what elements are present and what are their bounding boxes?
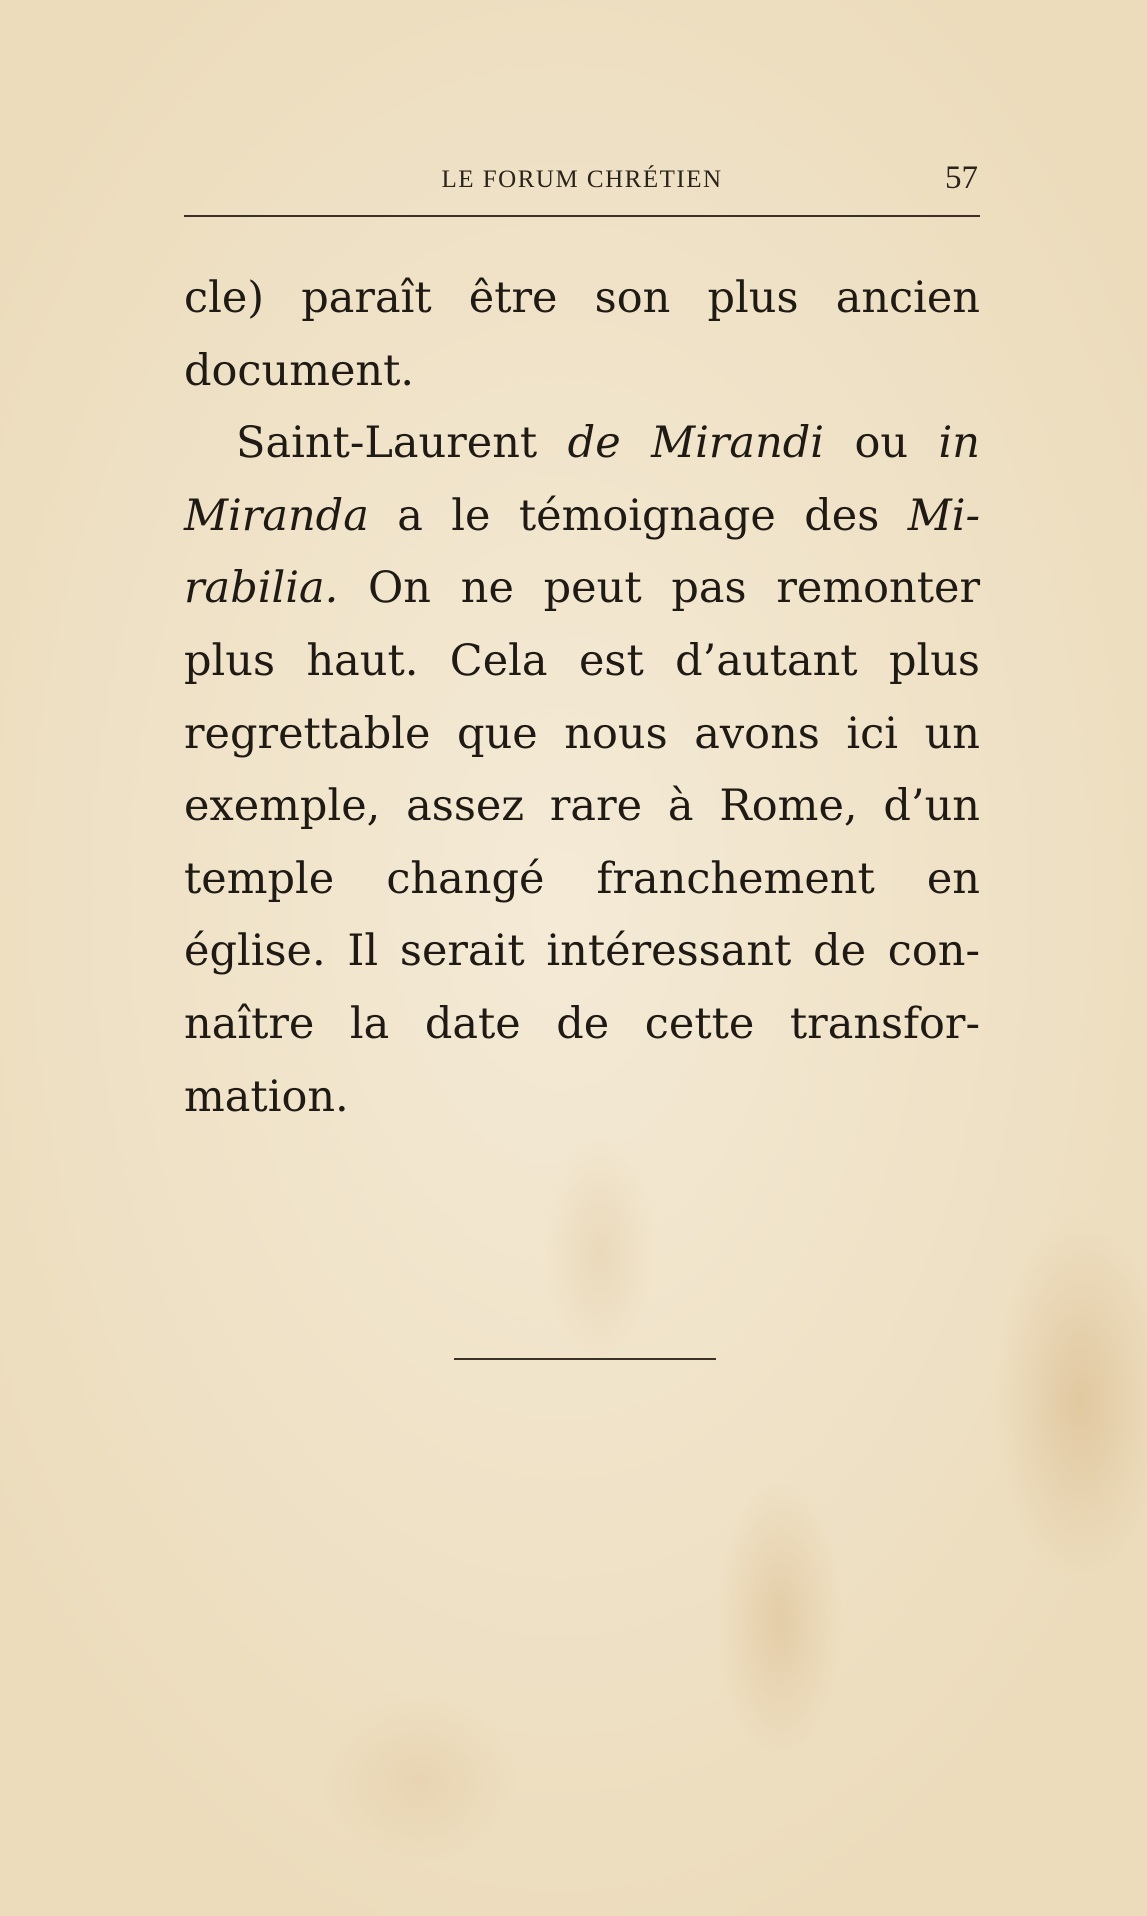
italic-place-name: in — [938, 418, 980, 469]
italic-place-name: de Mirandi — [567, 418, 825, 469]
running-title: LE FORUM CHRÉTIEN — [441, 166, 723, 193]
text-line: exemple, assez rare à Rome, d’un — [184, 781, 980, 832]
text-line: regrettable que nous avons ici un — [184, 708, 980, 759]
text-line: mation. — [184, 1071, 349, 1122]
text-line: naître la date de cette transfor- — [184, 998, 980, 1049]
text-line: Saint-Laurent de Mirandi ou in — [236, 418, 980, 469]
page-number: 57 — [945, 160, 978, 196]
body-text — [184, 262, 980, 1133]
italic-place-name: Miranda — [184, 490, 369, 541]
text-line: document. — [184, 345, 415, 396]
italic-source-title: rabilia. — [184, 563, 339, 614]
text-line: rabilia. On ne peut pas remonter — [184, 563, 980, 614]
text-line: église. Il serait intéressant de con- — [184, 926, 980, 977]
header-rule — [184, 215, 980, 217]
section-end-rule — [454, 1358, 716, 1360]
running-head — [184, 160, 980, 208]
italic-source-title: Mi- — [907, 490, 980, 541]
text-line: Miranda a le témoignage des Mi- — [184, 490, 980, 541]
text-line: cle) paraît être son plus ancien — [184, 273, 980, 323]
text-line: plus haut. Cela est d’autant plus — [184, 635, 980, 686]
text-line: temple changé franchement en — [184, 853, 980, 904]
